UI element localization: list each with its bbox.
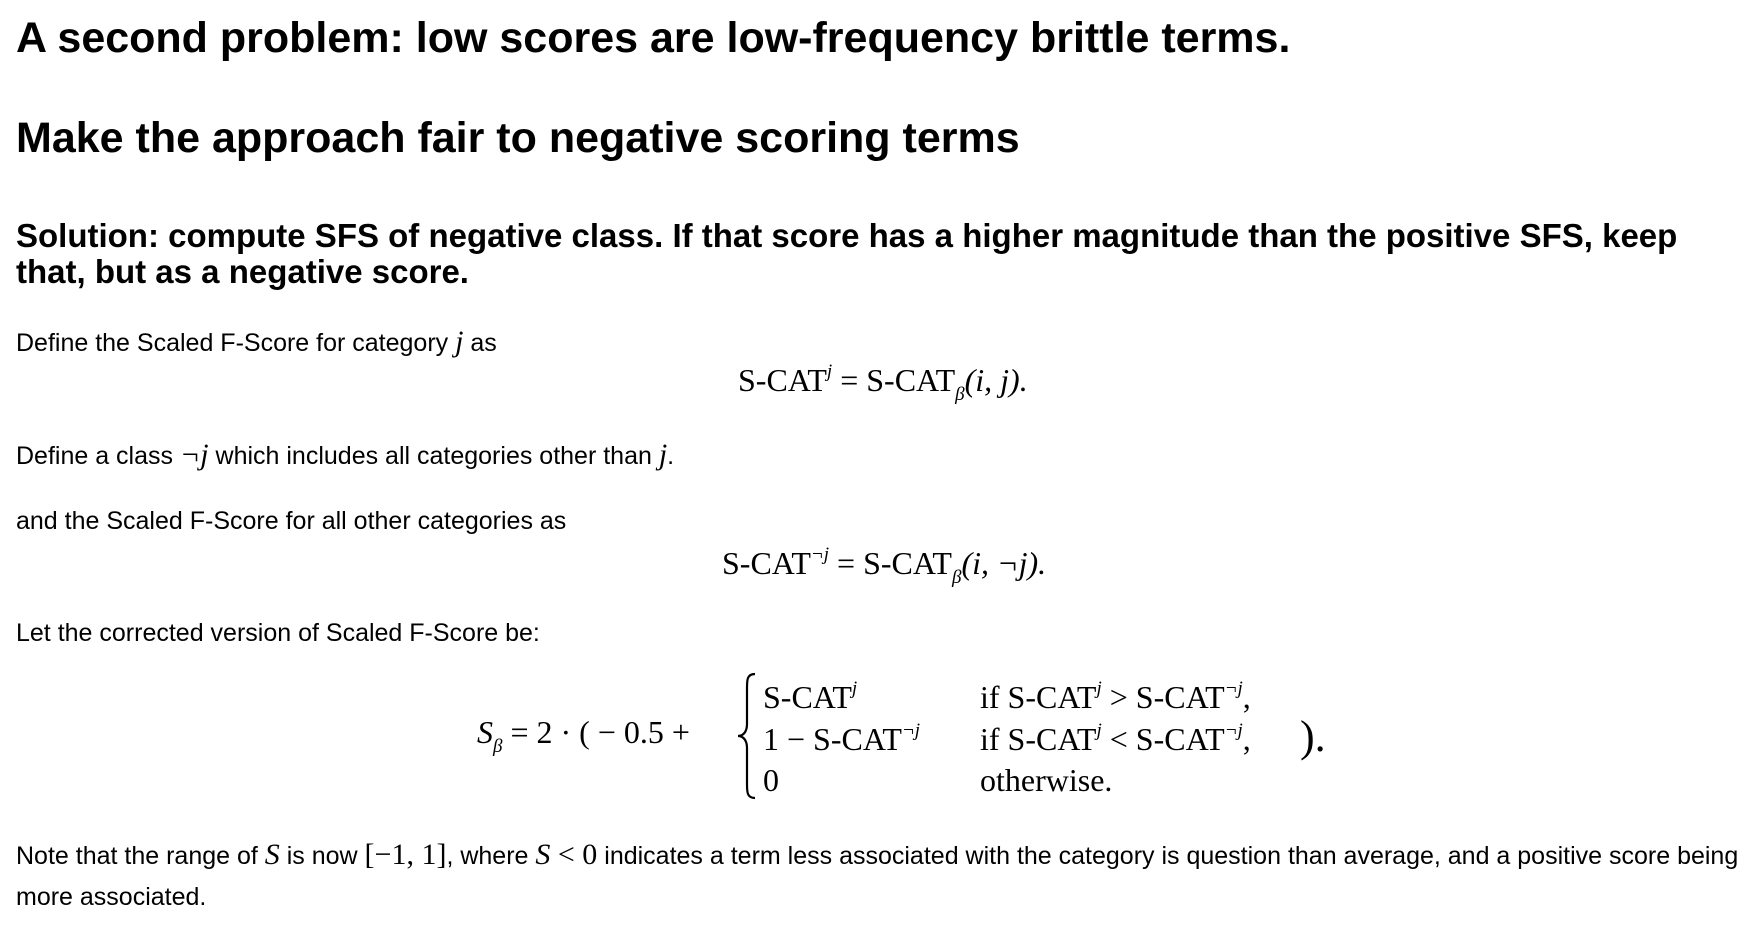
eq2-rhs: S-CAT — [863, 545, 952, 581]
case-3-expr: 0 — [763, 762, 779, 798]
eq3-rhs-prefix: = 2 · ( − 0.5 + — [502, 714, 698, 750]
eq2-args: (i, ¬j). — [961, 545, 1047, 581]
eq1-args: (i, j). — [964, 362, 1028, 398]
case-row-3-expr — [763, 762, 779, 799]
heading-solution: Solution: compute SFS of negative class. If that score has a higher magnitude than the positive SFS, keep that, but as a negative score. — [16, 217, 1678, 290]
eq1-rhs-sub: β — [955, 384, 965, 405]
left-brace-icon — [735, 672, 759, 800]
eq3-lhs: S — [477, 714, 493, 750]
equation-scat-not-j — [722, 544, 1047, 588]
paragraph-define-class-mid: which includes all categories other than — [208, 442, 659, 470]
eq2-lhs-sup: ¬j — [810, 544, 830, 565]
note-var-s: S — [264, 838, 280, 871]
case-2-cond-sup2: ¬j — [1224, 720, 1243, 741]
eq1-equals: = — [832, 362, 867, 398]
case-row-1-cond — [980, 679, 1251, 716]
case-1-expr: S-CAT — [763, 679, 852, 715]
var-not-j: ¬j — [179, 438, 209, 471]
case-2-expr-sup: ¬j — [901, 720, 921, 741]
paragraph-define-class-tail: . — [667, 442, 675, 470]
note-b: is now — [279, 842, 365, 870]
case-2-cond-op: < S-CAT — [1101, 721, 1225, 757]
eq1-rhs: S-CAT — [866, 362, 956, 398]
note-range: [−1, 1] — [364, 838, 447, 871]
heading-negative-terms: Make the approach fair to negative scoring terms — [16, 114, 1020, 162]
equation-corrected-lhs — [477, 714, 698, 757]
paragraph-other-categories: and the Scaled F-Score for all other categories as — [16, 507, 567, 535]
var-j-2: j — [658, 438, 668, 471]
paragraph-corrected-version: Let the corrected version of Scaled F-Score be: — [16, 619, 540, 647]
case-2-cond-tail: , — [1242, 721, 1251, 757]
case-1-expr-sup: j — [851, 678, 858, 699]
note-c: , where — [446, 842, 536, 870]
case-2-cond-prefix: if S-CAT — [980, 721, 1097, 757]
case-1-cond-tail: , — [1242, 679, 1251, 715]
case-row-2-expr — [763, 721, 920, 758]
paragraph-define-sfs-text: Define the Scaled F-Score for category — [16, 329, 456, 357]
case-1-cond-sup1: j — [1096, 678, 1102, 699]
case-1-cond-sup2: ¬j — [1224, 678, 1243, 699]
equation-scat-j — [738, 361, 1028, 405]
eq2-lhs: S-CAT — [722, 545, 811, 581]
eq2-equals: = — [829, 545, 864, 581]
eq1-lhs-sup: j — [826, 361, 833, 382]
case-2-expr: 1 − S-CAT — [763, 721, 902, 757]
var-j: j — [455, 325, 464, 358]
case-2-cond-sup1: j — [1096, 720, 1102, 741]
heading-low-scores: A second problem: low scores are low-frequency brittle terms. — [16, 14, 1291, 62]
eq1-lhs: S-CAT — [738, 362, 827, 398]
eq2-rhs-sub: β — [951, 567, 962, 588]
paragraph-define-sfs-tail: as — [463, 329, 497, 357]
paragraph-define-sfs — [16, 325, 497, 359]
note-ineq: < 0 — [550, 838, 598, 871]
case-row-3-cond — [980, 762, 1112, 799]
case-3-cond: otherwise. — [980, 762, 1113, 798]
case-1-cond-op: > S-CAT — [1101, 679, 1225, 715]
case-row-2-cond — [980, 721, 1251, 758]
equation-corrected-close: ). — [1300, 712, 1326, 761]
note-d: indicates a term less associated with the category is question than average, and a positive score being more associated. — [16, 842, 1739, 911]
eq3-lhs-sub: β — [493, 736, 503, 757]
case-row-1-expr — [763, 679, 857, 716]
paragraph-note-range — [16, 834, 1756, 918]
paragraph-define-class-text: Define a class — [16, 442, 180, 470]
paragraph-define-class — [16, 438, 674, 472]
note-a: Note that the range of — [16, 842, 265, 870]
note-var-s-2: S — [535, 838, 551, 871]
case-1-cond-prefix: if S-CAT — [980, 679, 1097, 715]
